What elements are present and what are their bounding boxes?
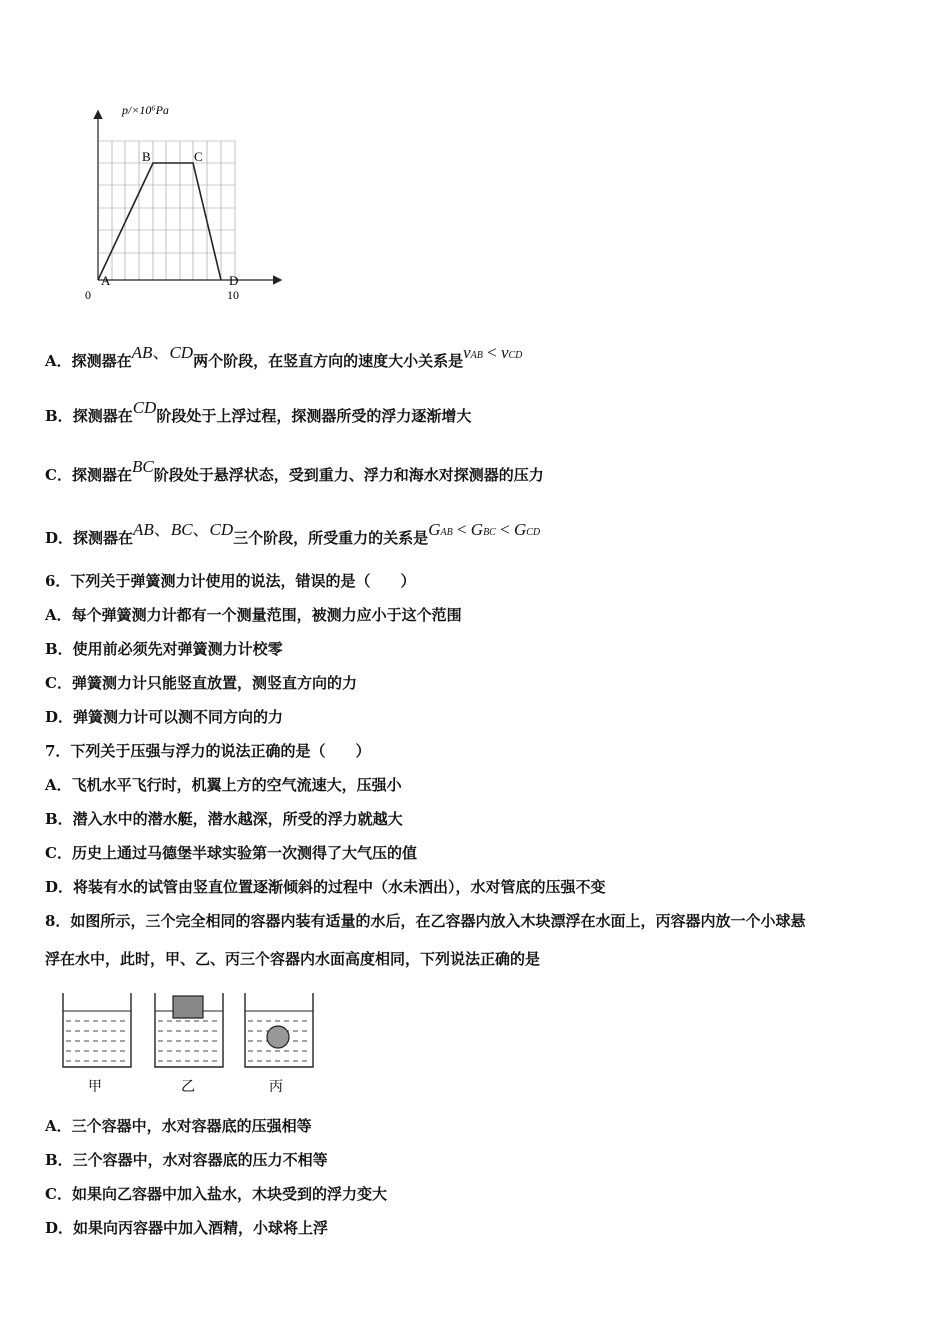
label-yi: 乙	[181, 1080, 195, 1095]
q7-option-d: D．将装有水的试管由竖直位置逐渐倾斜的过程中（水未洒出），水对管底的压强不变	[45, 878, 606, 896]
q7-option-a: A．飞机水平飞行时，机翼上方的空气流速大，压强小	[45, 776, 402, 794]
point-a-label: A	[101, 273, 111, 288]
label-jia: 甲	[88, 1080, 102, 1095]
container-jia	[63, 993, 131, 1067]
q8-option-a: A．三个容器中，水对容器底的压强相等	[45, 1117, 312, 1135]
pressure-graph	[75, 100, 295, 310]
q6-option-d: D．弹簧测力计可以测不同方向的力	[45, 708, 284, 726]
y-axis-label: p/×10⁶Pa	[122, 103, 169, 117]
container-yi	[155, 993, 223, 1067]
containers-figure	[55, 985, 325, 1100]
x-tick-label: 10	[227, 288, 239, 302]
label-bing: 丙	[269, 1080, 283, 1095]
q5-option-b: B．探测器在CD阶段处于上浮过程，探测器所受的浮力逐渐增大	[45, 398, 472, 425]
point-c-label: C	[194, 149, 203, 164]
origin-label: 0	[85, 288, 91, 302]
q7-option-b: B．潜入水中的潜水艇，潜水越深，所受的浮力就越大	[45, 810, 403, 828]
q6-stem: 6．下列关于弹簧测力计使用的说法，错误的是（ ）	[45, 572, 416, 590]
q8-option-c: C．如果向乙容器中加入盐水，木块受到的浮力变大	[45, 1185, 387, 1203]
pressure-curve	[98, 163, 221, 280]
q5-option-c: C．探测器在BC阶段处于悬浮状态，受到重力、浮力和海水对探测器的压力	[45, 457, 544, 484]
wood-block	[173, 996, 203, 1018]
q6-option-b: B．使用前必须先对弹簧测力计校零	[45, 640, 283, 658]
q7-stem: 7．下列关于压强与浮力的说法正确的是（ ）	[45, 742, 371, 760]
point-d-label: D	[229, 273, 239, 288]
q8-option-b: B．三个容器中，水对容器底的压力不相等	[45, 1151, 328, 1169]
q6-option-c: C．弹簧测力计只能竖直放置，测竖直方向的力	[45, 674, 357, 692]
q8-stem-line2: 浮在水中，此时，甲、乙、丙三个容器内水面高度相同，下列说法正确的是	[45, 950, 541, 968]
q6-option-a: A．每个弹簧测力计都有一个测量范围，被测力应小于这个范围	[45, 606, 462, 624]
velocity-relation: vAB < vCD	[463, 343, 523, 362]
point-b-label: B	[142, 149, 151, 164]
gravity-relation: GAB < GBC < GCD	[428, 520, 541, 539]
container-bing	[245, 993, 313, 1067]
q5-option-d: D．探测器在AB、BC、CD三个阶段，所受重力的关系是GAB < GBC < GCD	[45, 520, 541, 547]
q5-option-a: A．探测器在AB、CD两个阶段，在竖直方向的速度大小关系是vAB < vCD	[45, 343, 523, 370]
q8-stem-line1: 8．如图所示，三个完全相同的容器内装有适量的水后，在乙容器内放入木块漂浮在水面上，丙容器内放一个小球悬	[45, 912, 806, 930]
q7-option-c: C．历史上通过马德堡半球实验第一次测得了大气压的值	[45, 844, 417, 862]
graph-grid	[98, 141, 235, 280]
q8-option-d: D．如果向丙容器中加入酒精，小球将上浮	[45, 1219, 329, 1237]
small-ball	[267, 1026, 289, 1048]
